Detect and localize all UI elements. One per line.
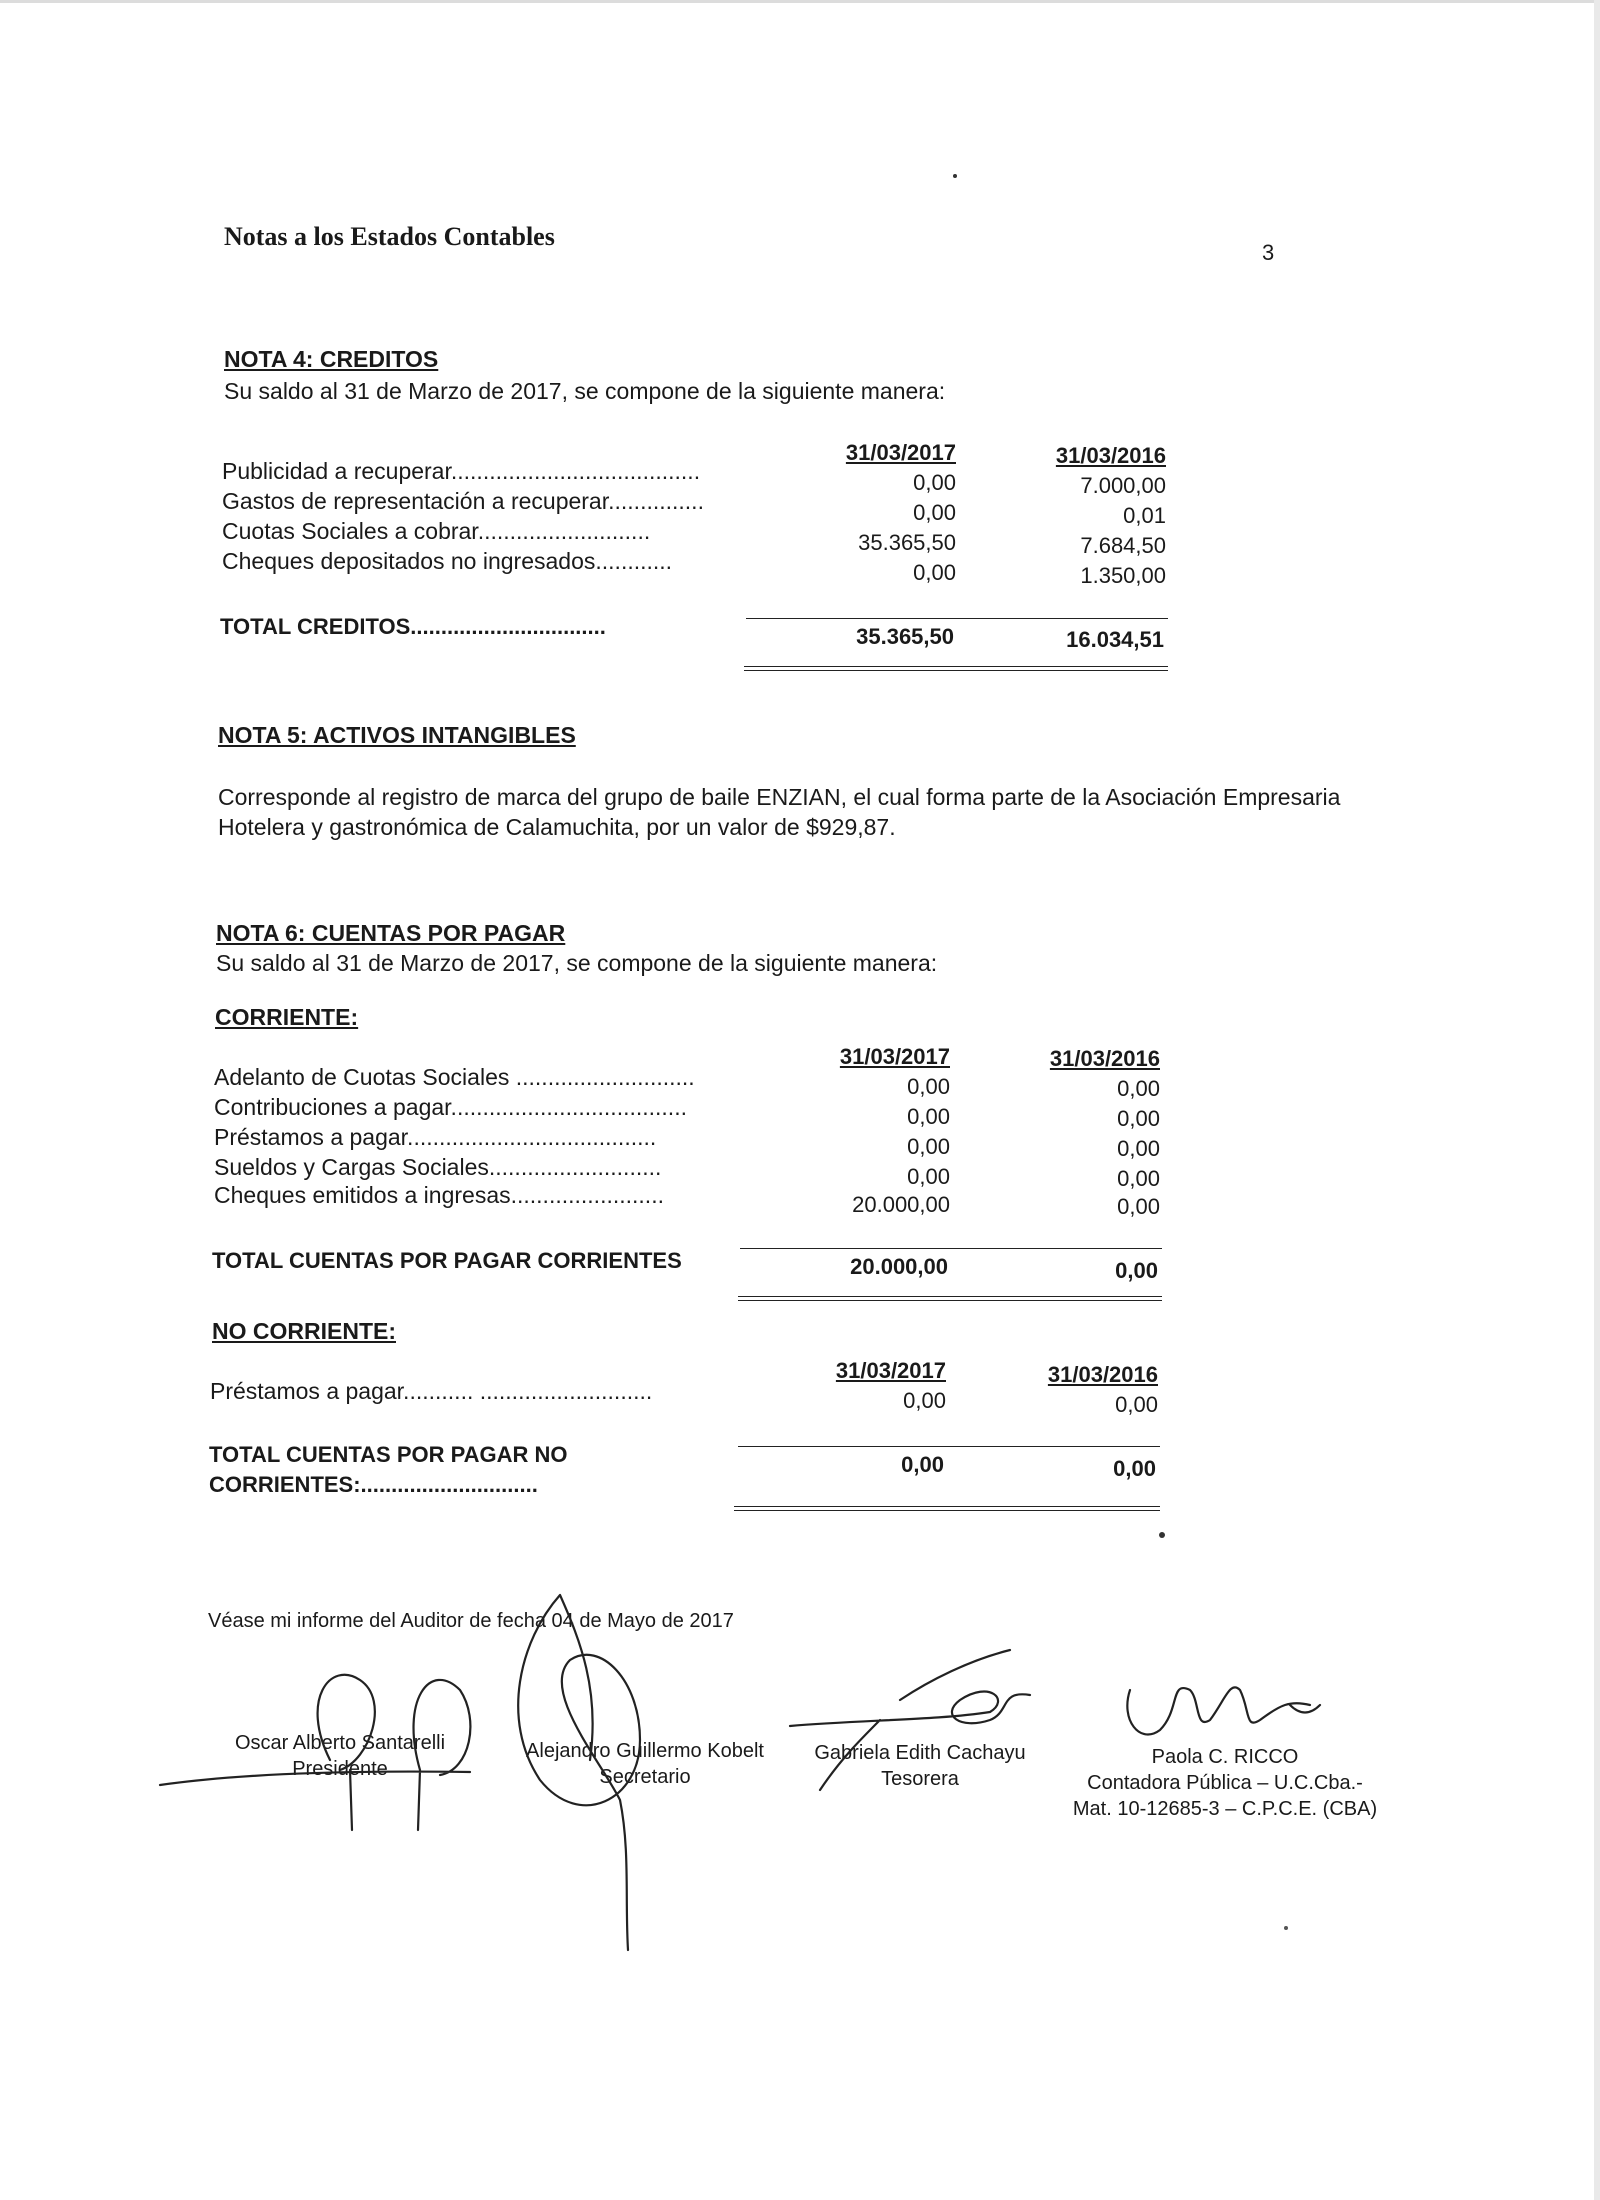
nota6-no-corriente-value-2017: 0,00 [903,1388,946,1413]
nota4-row-value-2016: 7.684,50 [1080,533,1166,558]
signer-registration: Mat. 10-12685-3 – C.P.C.E. (CBA) [1072,1798,1378,1820]
nota4-row-label: Gastos de representación a recuperar............... [222,488,704,514]
nota6-corriente-total-2016: 0,00 [1115,1258,1158,1283]
nota4-total-value-2016: 16.034,51 [1066,627,1164,652]
nota6-no-corriente-total-label-1: TOTAL CUENTAS POR PAGAR NO [209,1442,568,1467]
nota6-corriente-col-2016: 31/03/2016 [1049,1046,1160,1071]
nota4-row-value-2017: 0,00 [913,470,956,495]
signature-contadora [1127,1687,1320,1734]
scan-speck [1159,1532,1165,1538]
nota6-corriente-value-2017: 0,00 [907,1104,950,1129]
nota4-total-rule [746,618,1168,619]
nota6-corriente-total-label: TOTAL CUENTAS POR PAGAR CORRIENTES [212,1248,682,1273]
nota6-corriente-row-label: Cheques emitidos a ingresas........................ [214,1182,664,1208]
nota4-row-label: Cuotas Sociales a cobrar........................... [222,518,651,544]
signature-block-tesorera [790,1740,1050,1792]
nota6-no-corriente-row-label: Préstamos a pagar........... ........................... [210,1378,653,1404]
nota6-intro: Su saldo al 31 de Marzo de 2017, se compone de la siguiente manera: [216,950,938,976]
nota4-row-label: Cheques depositados no ingresados............ [222,548,673,574]
nota6-corriente-row-label: Préstamos a pagar....................................... [214,1124,657,1150]
nota4-row-value-2017: 35.365,50 [858,530,956,555]
nota6-corriente-value-2017: 0,00 [907,1074,950,1099]
nota6-corriente-row-label: Adelanto de Cuotas Sociales ............................ [214,1064,695,1090]
nota4-intro: Su saldo al 31 de Marzo de 2017, se compone de la siguiente manera: [224,378,946,404]
nota6-corriente-col-2017: 31/03/2017 [839,1044,950,1069]
signer-role: Tesorera [881,1768,959,1790]
nota6-no-corriente-total-rule [738,1446,1160,1447]
nota4-col-2016: 31/03/2016 [1055,443,1166,468]
nota4-row-value-2017: 0,00 [913,560,956,585]
nota4-total-label: TOTAL CREDITOS................................ [220,614,606,639]
nota4-total-double-rule [744,666,1168,671]
nota6-corriente-total-double-rule [738,1296,1162,1301]
nota6-corriente-value-2017: 20.000,00 [852,1192,950,1217]
signer-name: Gabriela Edith Cachayu [814,1742,1026,1764]
nota6-corriente-value-2017: 0,00 [907,1164,950,1189]
nota6-corriente-value-2016: 0,00 [1117,1106,1160,1131]
nota4-total-value-2017: 35.365,50 [856,624,954,649]
nota6-corriente-row-label: Sueldos y Cargas Sociales........................... [214,1154,662,1180]
nota6-heading: NOTA 6: CUENTAS POR PAGAR [216,920,566,946]
nota6-corriente-total-2017: 20.000,00 [850,1254,948,1279]
document-title: Notas a los Estados Contables [224,222,555,251]
nota5-line-2: Hotelera y gastronómica de Calamuchita, por un valor de $929,87. [218,814,896,840]
nota5-heading: NOTA 5: ACTIVOS INTANGIBLES [218,722,576,748]
nota6-corriente-total-rule [740,1248,1162,1249]
nota4-row-value-2016: 1.350,00 [1080,563,1166,588]
scan-edge-right [1594,0,1600,2200]
signer-role: Contadora Pública – U.C.Cba.- [1087,1772,1363,1794]
signer-role: Presidente [292,1758,388,1780]
nota5-line-1: Corresponde al registro de marca del grupo de baile ENZIAN, el cual forma parte de la Asociación Empresaria [218,784,1341,810]
nota4-row-label: Publicidad a recuperar....................................... [222,458,701,484]
nota6-corriente-value-2017: 0,00 [907,1134,950,1159]
nota6-no-corriente-total-2016: 0,00 [1113,1456,1156,1481]
nota4-heading: NOTA 4: CREDITOS [224,346,439,372]
page-number: 3 [1262,240,1275,265]
nota4-row-value-2016: 7.000,00 [1080,473,1166,498]
signature-block-presidente [190,1730,490,1782]
nota6-no-corriente-total-2017: 0,00 [901,1452,944,1477]
nota6-no-corriente-total-label-2: CORRIENTES:............................. [209,1472,538,1497]
nota4-row-value-2017: 0,00 [913,500,956,525]
signature-block-secretario [500,1738,790,1790]
scan-speck [953,174,957,178]
nota6-no-corriente-col-2016: 31/03/2016 [1047,1362,1158,1387]
nota4-col-2017: 31/03/2017 [845,440,956,465]
nota6-corriente-value-2016: 0,00 [1117,1166,1160,1191]
signer-name: Alejandro Guillermo Kobelt [526,1740,764,1762]
nota6-corriente-value-2016: 0,00 [1117,1136,1160,1161]
nota6-no-corriente-value-2016: 0,00 [1115,1392,1158,1417]
nota6-no-corriente-total-double-rule [734,1506,1160,1511]
nota6-no-corriente-col-2017: 31/03/2017 [835,1358,946,1383]
nota6-corriente-value-2016: 0,00 [1117,1194,1160,1219]
signature-block-contadora [1050,1744,1400,1822]
auditor-note: Véase mi informe del Auditor de fecha 04 de Mayo de 2017 [208,1610,734,1632]
signer-role: Secretario [599,1766,691,1788]
nota4-row-value-2016: 0,01 [1123,503,1166,528]
signer-name: Paola C. RICCO [1151,1746,1299,1768]
nota6-corriente-heading: CORRIENTE: [215,1004,359,1030]
nota6-corriente-row-label: Contribuciones a pagar..................................... [214,1094,687,1120]
nota6-corriente-value-2016: 0,00 [1117,1076,1160,1101]
scan-speck [1284,1926,1288,1930]
scan-edge-top [0,0,1600,3]
nota6-no-corriente-heading: NO CORRIENTE: [212,1318,396,1344]
signer-name: Oscar Alberto Santarelli [234,1732,446,1754]
